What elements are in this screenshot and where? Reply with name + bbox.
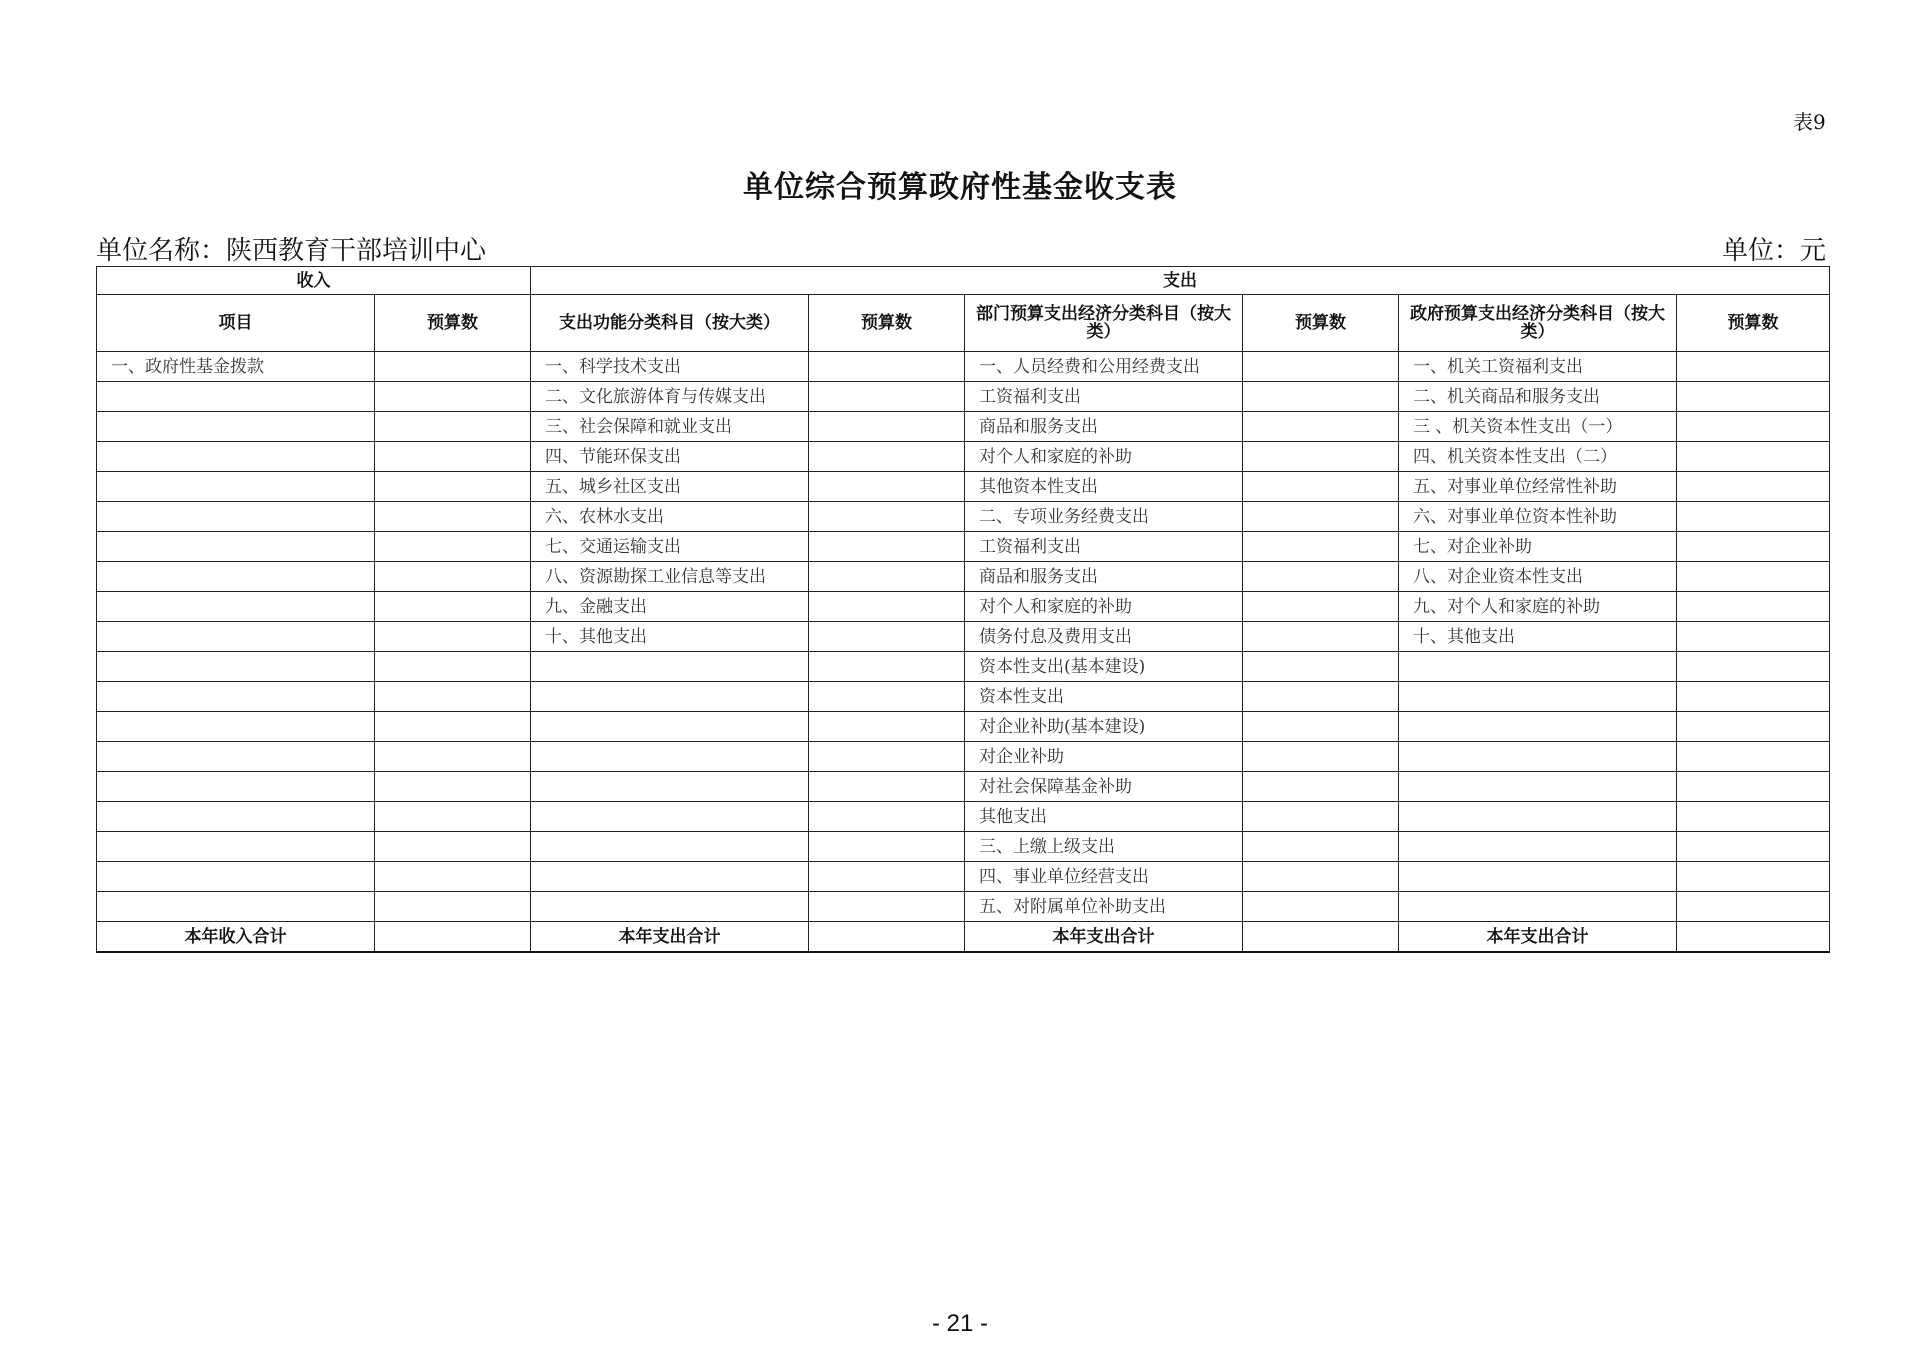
item-cell: 一、政府性基金拨款 <box>97 352 375 382</box>
func-cell <box>531 682 809 712</box>
func-cell: 二、文化旅游体育与传媒支出 <box>531 382 809 412</box>
budget-cell <box>1243 532 1399 562</box>
budget-table-body <box>97 267 1830 352</box>
table-row <box>97 502 1830 532</box>
budget-cell <box>1677 772 1830 802</box>
budget-cell <box>1677 802 1830 832</box>
dept-cell: 对个人和家庭的补助 <box>965 442 1243 472</box>
budget-cell <box>809 772 965 802</box>
func-cell: 四、节能环保支出 <box>531 442 809 472</box>
budget-cell <box>375 802 531 832</box>
gov-cell: 九、对个人和家庭的补助 <box>1399 592 1677 622</box>
budget-cell <box>1243 502 1399 532</box>
budget-cell <box>1677 592 1830 622</box>
item-cell <box>97 832 375 862</box>
table-row <box>97 382 1830 412</box>
table-row <box>97 562 1830 592</box>
dept-cell: 其他资本性支出 <box>965 472 1243 502</box>
total-gov-label: 本年支出合计 <box>1399 922 1677 953</box>
budget-cell <box>1243 712 1399 742</box>
table-row <box>97 592 1830 622</box>
budget-cell <box>375 682 531 712</box>
budget-cell <box>809 502 965 532</box>
income-section-header: 收入 <box>97 267 531 295</box>
budget-cell <box>375 562 531 592</box>
budget-cell <box>1243 652 1399 682</box>
budget-cell <box>809 832 965 862</box>
budget-cell <box>1243 442 1399 472</box>
budget-cell <box>1243 562 1399 592</box>
budget-cell <box>1243 682 1399 712</box>
dept-cell: 工资福利支出 <box>965 382 1243 412</box>
budget-cell <box>375 472 531 502</box>
total-func-value <box>809 922 965 953</box>
dept-cell: 资本性支出 <box>965 682 1243 712</box>
budget-cell <box>809 712 965 742</box>
dept-cell: 对企业补助 <box>965 742 1243 772</box>
table-row <box>97 832 1830 862</box>
col-header-gov: 政府预算支出经济分类科目（按大类） <box>1399 295 1677 352</box>
unit-name-label: 单位名称：陕西教育干部培训中心 <box>96 236 487 266</box>
budget-cell <box>375 862 531 892</box>
table-row <box>97 622 1830 652</box>
budget-cell <box>809 802 965 832</box>
budget-cell <box>809 382 965 412</box>
func-cell: 一、科学技术支出 <box>531 352 809 382</box>
budget-cell <box>375 622 531 652</box>
budget-cell <box>1677 892 1830 922</box>
gov-cell <box>1399 652 1677 682</box>
dept-cell: 一、人员经费和公用经费支出 <box>965 352 1243 382</box>
dept-cell: 资本性支出(基本建设) <box>965 652 1243 682</box>
item-cell <box>97 862 375 892</box>
total-func-label: 本年支出合计 <box>531 922 809 953</box>
budget-cell <box>375 382 531 412</box>
gov-cell <box>1399 802 1677 832</box>
gov-cell: 二、机关商品和服务支出 <box>1399 382 1677 412</box>
gov-cell: 五、对事业单位经常性补助 <box>1399 472 1677 502</box>
item-cell <box>97 412 375 442</box>
budget-cell <box>809 742 965 772</box>
budget-cell <box>1677 562 1830 592</box>
item-cell <box>97 802 375 832</box>
func-cell <box>531 772 809 802</box>
table-row <box>97 712 1830 742</box>
total-dept-value <box>1243 922 1399 953</box>
expense-section-header: 支出 <box>531 267 1830 295</box>
budget-cell <box>1677 532 1830 562</box>
dept-cell: 对社会保障基金补助 <box>965 772 1243 802</box>
budget-cell <box>375 742 531 772</box>
dept-cell: 债务付息及费用支出 <box>965 622 1243 652</box>
total-gov-value <box>1677 922 1830 953</box>
budget-cell <box>1243 772 1399 802</box>
budget-cell <box>1677 472 1830 502</box>
budget-cell <box>809 592 965 622</box>
dept-cell: 工资福利支出 <box>965 532 1243 562</box>
col-header-dept: 部门预算支出经济分类科目（按大类） <box>965 295 1243 352</box>
item-cell <box>97 592 375 622</box>
budget-cell <box>1677 742 1830 772</box>
budget-cell <box>375 652 531 682</box>
budget-cell <box>1677 502 1830 532</box>
gov-cell <box>1399 772 1677 802</box>
budget-cell <box>375 892 531 922</box>
budget-cell <box>809 412 965 442</box>
budget-cell <box>1677 862 1830 892</box>
col-header-item: 项目 <box>97 295 375 352</box>
table-row <box>97 892 1830 922</box>
budget-cell <box>1677 412 1830 442</box>
table-row <box>97 772 1830 802</box>
table-row <box>97 532 1830 562</box>
col-header-budget: 预算数 <box>375 295 531 352</box>
table-row <box>97 352 1830 382</box>
currency-unit-label: 单位：元 <box>1721 236 1826 266</box>
budget-cell <box>375 592 531 622</box>
budget-cell <box>1243 862 1399 892</box>
table-number: 表9 <box>1793 110 1826 134</box>
budget-cell <box>375 832 531 862</box>
budget-cell <box>809 472 965 502</box>
budget-cell <box>1243 352 1399 382</box>
budget-cell <box>1243 622 1399 652</box>
budget-cell <box>1243 832 1399 862</box>
item-cell <box>97 682 375 712</box>
gov-cell: 七、对企业补助 <box>1399 532 1677 562</box>
table-row <box>97 682 1830 712</box>
budget-cell <box>1677 712 1830 742</box>
table-row <box>97 442 1830 472</box>
column-header-row <box>97 295 1830 352</box>
budget-cell <box>1243 742 1399 772</box>
budget-cell <box>809 562 965 592</box>
budget-cell <box>1243 892 1399 922</box>
budget-cell <box>1677 382 1830 412</box>
table-row <box>97 652 1830 682</box>
budget-cell <box>375 412 531 442</box>
col-header-budget: 预算数 <box>809 295 965 352</box>
budget-cell <box>1677 352 1830 382</box>
item-cell <box>97 502 375 532</box>
budget-cell <box>375 532 531 562</box>
dept-cell: 商品和服务支出 <box>965 562 1243 592</box>
gov-cell: 一、机关工资福利支出 <box>1399 352 1677 382</box>
gov-cell <box>1399 862 1677 892</box>
dept-cell: 五、对附属单位补助支出 <box>965 892 1243 922</box>
budget-cell <box>1677 622 1830 652</box>
func-cell <box>531 712 809 742</box>
budget-cell <box>809 532 965 562</box>
budget-cell <box>1243 382 1399 412</box>
gov-cell <box>1399 682 1677 712</box>
item-cell <box>97 652 375 682</box>
item-cell <box>97 712 375 742</box>
func-cell: 十、其他支出 <box>531 622 809 652</box>
func-cell: 五、城乡社区支出 <box>531 472 809 502</box>
gov-cell: 六、对事业单位资本性补助 <box>1399 502 1677 532</box>
budget-cell <box>375 712 531 742</box>
budget-table <box>96 266 1830 953</box>
budget-cell <box>375 352 531 382</box>
gov-cell: 三 、机关资本性支出（一） <box>1399 412 1677 442</box>
dept-cell: 二、专项业务经费支出 <box>965 502 1243 532</box>
budget-cell <box>809 352 965 382</box>
col-header-budget: 预算数 <box>1677 295 1830 352</box>
item-cell <box>97 532 375 562</box>
budget-cell <box>375 772 531 802</box>
gov-cell: 四、机关资本性支出（二） <box>1399 442 1677 472</box>
budget-cell <box>809 442 965 472</box>
budget-cell <box>1243 802 1399 832</box>
total-dept-label: 本年支出合计 <box>965 922 1243 953</box>
section-header-row <box>97 267 1830 295</box>
item-cell <box>97 622 375 652</box>
func-cell <box>531 742 809 772</box>
total-income-label: 本年收入合计 <box>97 922 375 953</box>
budget-cell <box>375 502 531 532</box>
gov-cell: 十、其他支出 <box>1399 622 1677 652</box>
budget-cell <box>1243 472 1399 502</box>
func-cell <box>531 862 809 892</box>
gov-cell <box>1399 742 1677 772</box>
budget-cell <box>809 652 965 682</box>
col-header-budget: 预算数 <box>1243 295 1399 352</box>
budget-cell <box>375 442 531 472</box>
item-cell <box>97 892 375 922</box>
data-rows <box>97 352 1830 922</box>
budget-cell <box>809 682 965 712</box>
document-title: 单位综合预算政府性基金收支表 <box>743 170 1177 205</box>
budget-cell <box>809 862 965 892</box>
item-cell <box>97 742 375 772</box>
dept-cell: 对企业补助(基本建设) <box>965 712 1243 742</box>
budget-cell <box>1677 442 1830 472</box>
dept-cell: 对个人和家庭的补助 <box>965 592 1243 622</box>
budget-cell <box>1677 652 1830 682</box>
item-cell <box>97 382 375 412</box>
gov-cell: 八、对企业资本性支出 <box>1399 562 1677 592</box>
func-cell: 九、金融支出 <box>531 592 809 622</box>
table-row <box>97 742 1830 772</box>
table-row <box>97 862 1830 892</box>
func-cell: 六、农林水支出 <box>531 502 809 532</box>
totals-row <box>97 922 1830 953</box>
budget-cell <box>1677 682 1830 712</box>
func-cell <box>531 832 809 862</box>
item-cell <box>97 472 375 502</box>
func-cell <box>531 652 809 682</box>
item-cell <box>97 772 375 802</box>
gov-cell <box>1399 832 1677 862</box>
table-row <box>97 472 1830 502</box>
dept-cell: 三、上缴上级支出 <box>965 832 1243 862</box>
page-number: - 21 - <box>931 1310 988 1337</box>
item-cell <box>97 562 375 592</box>
func-cell: 三、社会保障和就业支出 <box>531 412 809 442</box>
func-cell <box>531 802 809 832</box>
budget-cell <box>1243 412 1399 442</box>
budget-cell <box>809 892 965 922</box>
table-row <box>97 412 1830 442</box>
func-cell: 八、资源勘探工业信息等支出 <box>531 562 809 592</box>
budget-cell <box>1677 832 1830 862</box>
gov-cell <box>1399 712 1677 742</box>
table-row <box>97 802 1830 832</box>
gov-cell <box>1399 892 1677 922</box>
func-cell <box>531 892 809 922</box>
total-income-value <box>375 922 531 953</box>
budget-cell <box>1243 592 1399 622</box>
budget-cell <box>809 622 965 652</box>
col-header-func: 支出功能分类科目（按大类） <box>531 295 809 352</box>
dept-cell: 四、事业单位经营支出 <box>965 862 1243 892</box>
dept-cell: 其他支出 <box>965 802 1243 832</box>
item-cell <box>97 442 375 472</box>
func-cell: 七、交通运输支出 <box>531 532 809 562</box>
dept-cell: 商品和服务支出 <box>965 412 1243 442</box>
